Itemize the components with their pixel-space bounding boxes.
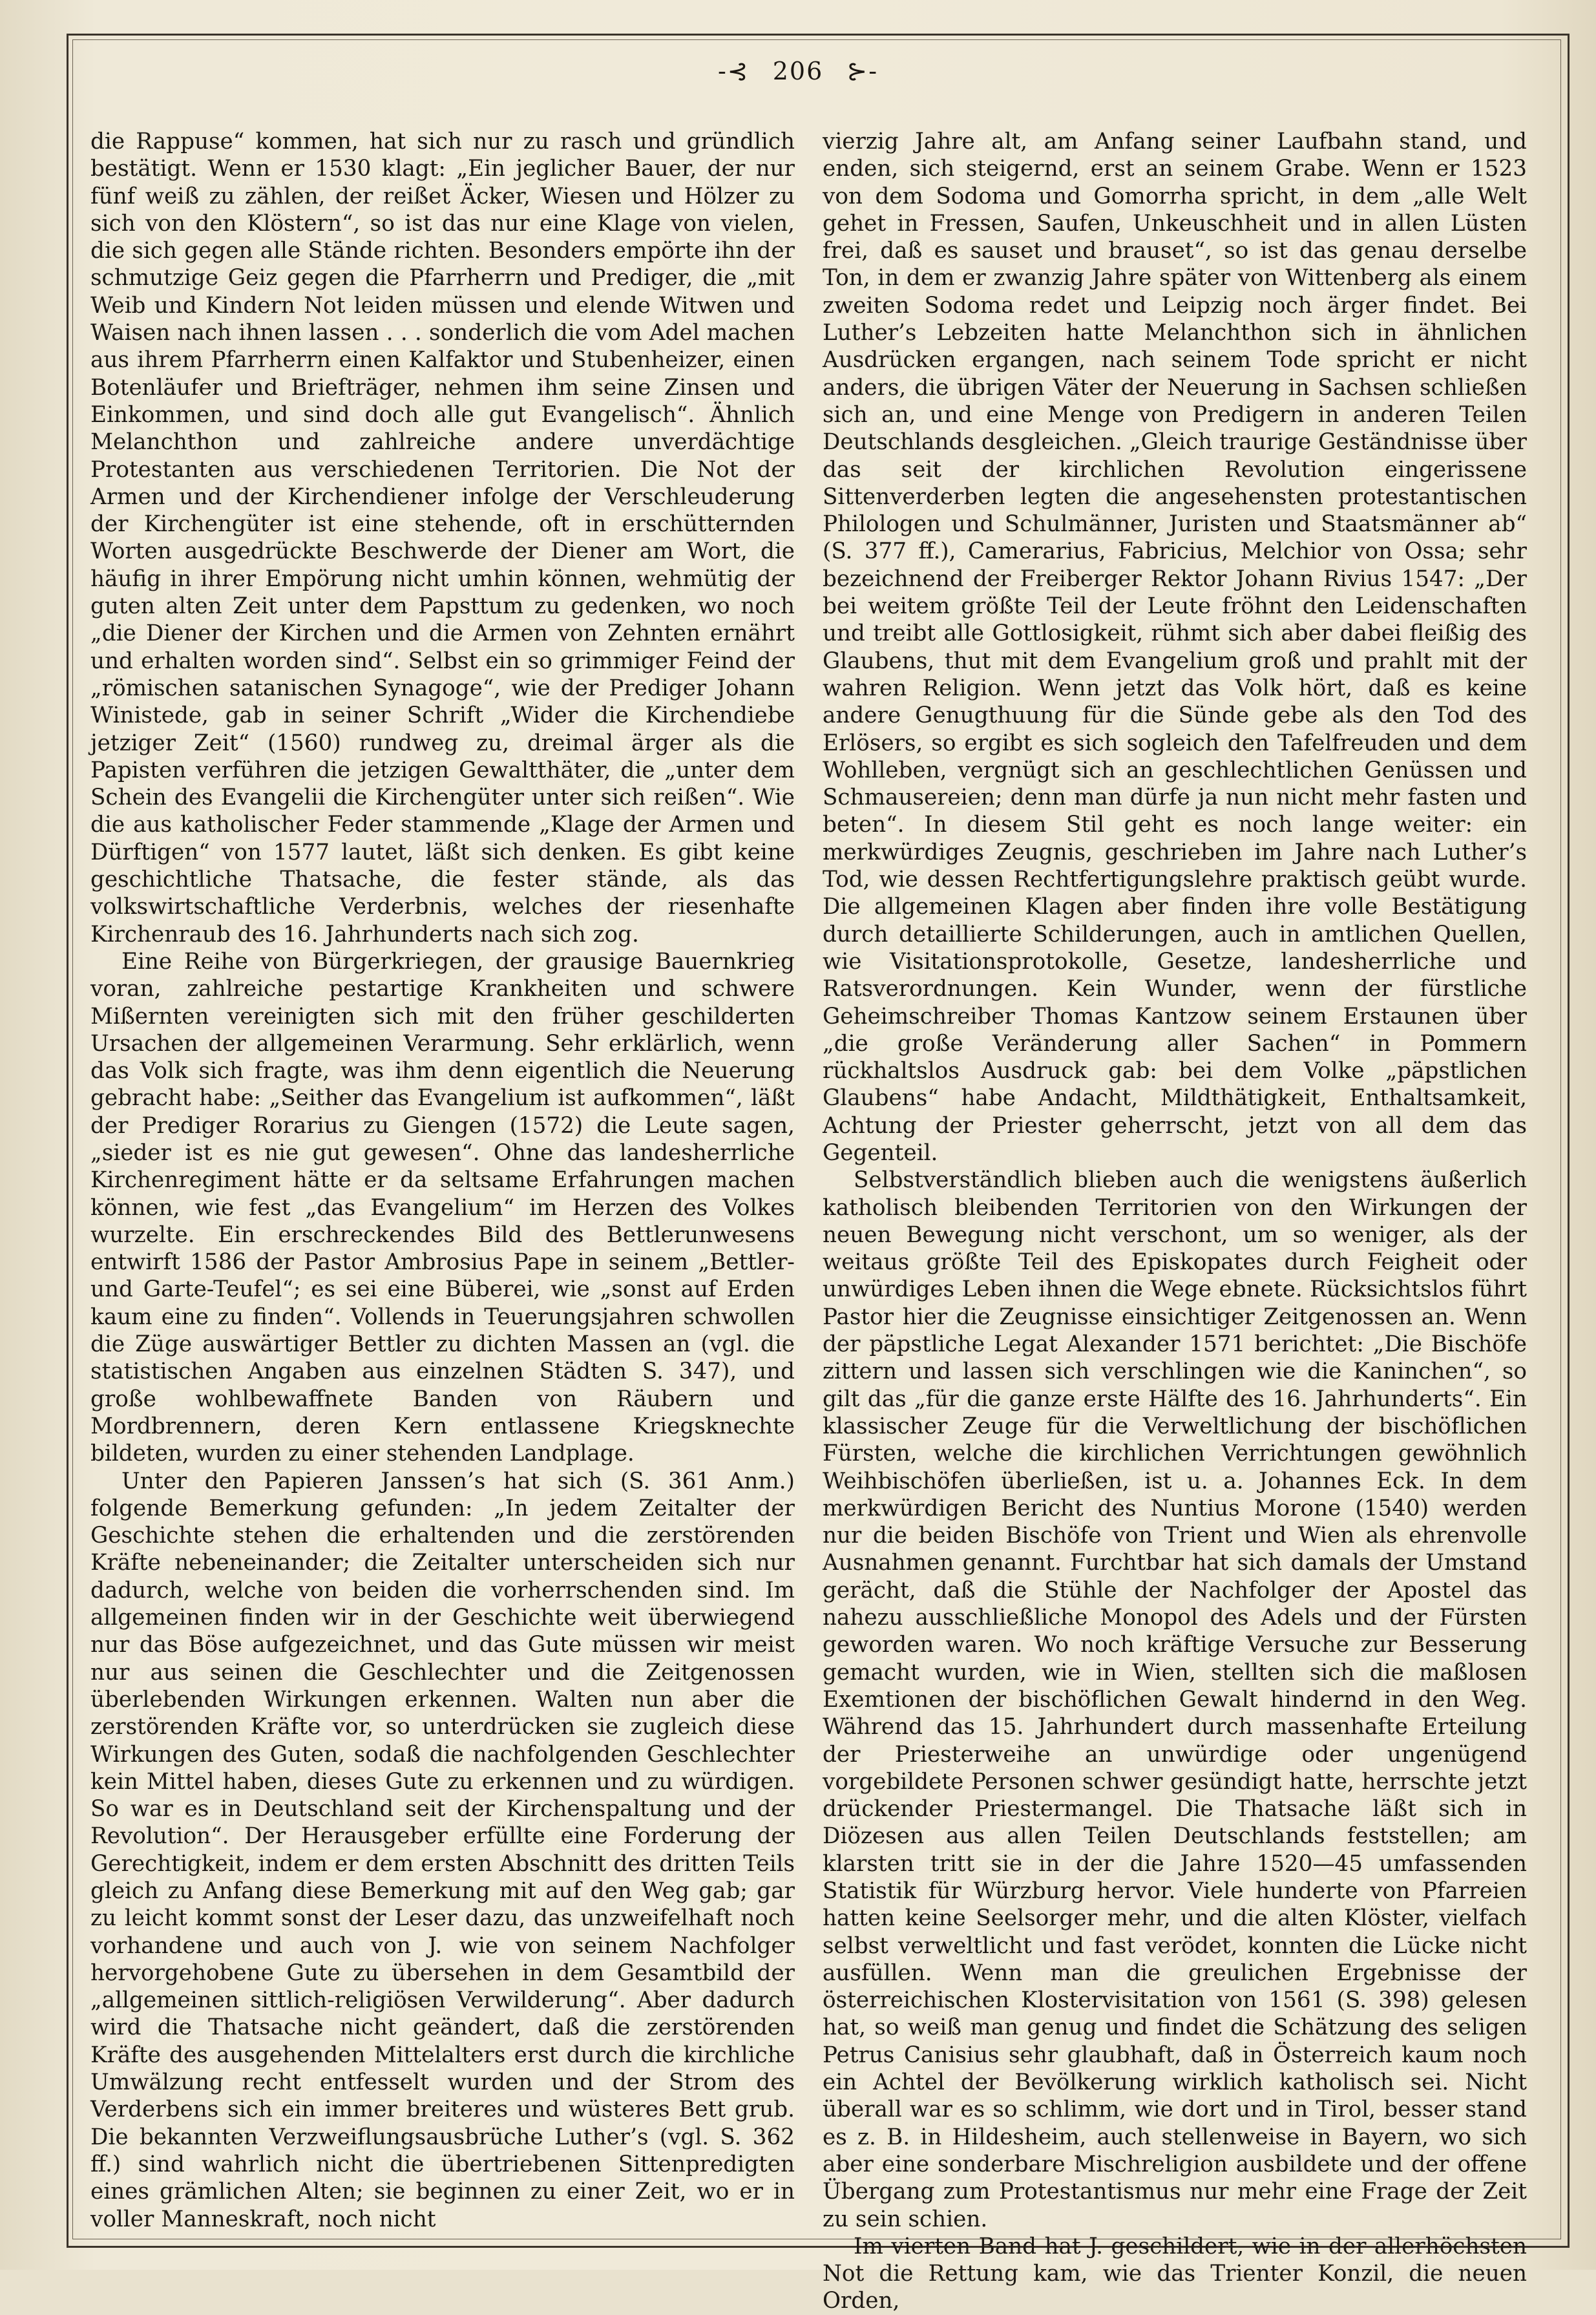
left-column	[90, 128, 795, 2233]
header-ornament-left: -⊰	[717, 57, 750, 85]
right-paragraph-3: Im vierten Band hat J. geschildert, wie in der allerhöchsten Not die Rettung kam, wie das Trienter Konzil, die neuen Orden,	[823, 2233, 1527, 2314]
right-column	[823, 128, 1527, 2315]
page-number: 206	[772, 57, 824, 85]
page-header	[0, 57, 1596, 96]
right-paragraph-1: vierzig Jahre alt, am Anfang seiner Laufbahn stand, und enden, sich steigernd, erst an seinem Grabe. Wenn er 1523 von dem Sodoma und Gomorrha spricht, in dem „alle Welt gehet in Fressen, Saufen, Unkeuschheit und in allen Lüsten frei, daß es sauset und brauset“, so ist das genau derselbe Ton, in dem er zwanzig Jahre später von Wittenberg als einem zweiten Sodoma redet und Leipzig noch ärger findet. Bei Luther’s Lebzeiten hatte Melanchthon sich in ähnlichen Ausdrücken ergangen, nach seinem Tode spricht er nicht anders, die übrigen Väter der Neuerung in Sachsen schließen sich an, und eine Menge von Predigern in anderen Teilen Deutschlands desgleichen. „Gleich traurige Geständnisse über das seit der kirchlichen Revolution eingerissene Sittenverderben legten die angesehensten protestantischen Philologen und Schulmänner, Juristen und Staatsmänner ab“ (S. 377 ff.), Camerarius, Fabricius, Melchior von Ossa; sehr bezeichnend der Freiberger Rektor Johann Rivius 1547: „Der bei weitem größte Teil der Leute fröhnt den Leidenschaften und treibt alle Gottlosigkeit, rühmt sich aber dabei fleißig des Glaubens, thut mit dem Evangelium groß und prahlt mit der wahren Religion. Wenn jetzt das Volk hört, daß es keine andere Genugthuung für die Sünde gebe als den Tod des Erlösers, so ergibt es sich sogleich den Tafelfreuden und dem Wohlleben, vergnügt sich an geschlechtlichen Genüssen und Schmausereien; denn man dürfe ja nun nicht mehr fasten und beten“. In diesem Stil geht es noch lange weiter: ein merkwürdiges Zeugnis, geschrieben im Jahre nach Luther’s Tod, wie dessen Rechtfertigungslehre praktisch geübt wurde. Die allgemeinen Klagen aber finden ihre volle Bestätigung durch detaillierte Schilderungen, auch in amtlichen Quellen, wie Visitationsprotokolle, Gesetze, landesherrliche und Ratsverordnungen. Kein Wunder, wenn der fürstliche Geheimschreiber Thomas Kantzow seinem Erstaunen über „die große Veränderung aller Sachen“ in Pommern rückhaltslos Ausdruck gab: bei dem Volke „päpstlichen Glaubens“ habe Andacht, Mildthätigkeit, Enthaltsamkeit, Achtung der Priester geherrscht, jetzt von all dem das Gegenteil.	[823, 129, 1527, 1166]
left-paragraph-1: die Rappuse“ kommen, hat sich nur zu rasch und gründlich bestätigt. Wenn er 1530 klagt: „Ein jeglicher Bauer, der nur fünf weiß zu zählen, der reißet Äcker, Wiesen und Hölzer zu sich von den Klöstern“, so ist das nur eine Klage von vielen, die sich gegen alle Stände richten. Besonders empörte ihn der schmutzige Geiz gegen die Pfarrherrn und Prediger, die „mit Weib und Kindern Not leiden müssen und elende Witwen und Waisen nach ihnen lassen . . . sonderlich die vom Adel machen aus ihrem Pfarrherrn einen Kalfaktor und Stubenheizer, einen Botenläufer und Briefträger, nehmen ihm seine Zinsen und Einkommen, und sind doch alle gut Evangelisch“. Ähnlich Melanchthon und zahlreiche andere unverdächtige Protestanten aus verschiedenen Territorien. Die Not der Armen und der Kirchendiener infolge der Verschleuderung der Kirchengüter ist eine stehende, oft in erschütternden Worten ausgedrückte Beschwerde der Diener am Wort, die häufig in ihrer Empörung nicht umhin können, wehmütig der guten alten Zeit unter dem Papsttum zu gedenken, wo noch „die Diener der Kirchen und die Armen von Zehnten ernährt und erhalten worden sind“. Selbst ein so grimmiger Feind der „römischen satanischen Synagoge“, wie der Prediger Johann Winistede, gab in seiner Schrift „Wider die Kirchendiebe jetziger Zeit“ (1560) rundweg zu, dreimal ärger als die Papisten verführen die jetzigen Gewaltthäter, die „unter dem Schein des Evangelii die Kirchengüter unter sich reißen“. Wie die aus katholischer Feder stammende „Klage der Armen und Dürftigen“ von 1577 lautet, läßt sich denken. Es gibt keine geschichtliche Thatsache, die fester stände, als das volkswirtschaftliche Verderbnis, welches der riesenhafte Kirchenraub des 16. Jahrhunderts nach sich zog.	[90, 129, 795, 947]
right-paragraph-2: Selbstverständlich blieben auch die wenigstens äußerlich katholisch bleibenden Territorien von den Wirkungen der neuen Bewegung nicht verschont, um so weniger, als der weitaus größte Teil des Episkopates durch Feigheit oder unwürdiges Leben ihnen die Wege ebnete. Rücksichtslos führt Pastor hier die Zeugnisse einsichtiger Zeitgenossen an. Wenn der päpstliche Legat Alexander 1571 berichtet: „Die Bischöfe zittern und lassen sich verschlingen wie die Kaninchen“, so gilt das „für die ganze erste Hälfte des 16. Jahrhunderts“. Ein klassischer Zeuge für die Verweltlichung der bischöflichen Fürsten, welche die kirchlichen Verrichtungen gewöhnlich Weihbischöfen überließen, ist u. a. Johannes Eck. In dem merkwürdigen Bericht des Nuntius Morone (1540) werden nur die beiden Bischöfe von Trient und Wien als ehrenvolle Ausnahmen genannt. Furchtbar hat sich damals der Umstand gerächt, daß die Stühle der Nachfolger der Apostel das nahezu ausschließliche Monopol des Adels und der Fürsten geworden waren. Wo noch kräftige Versuche zur Besserung gemacht wurden, wie in Wien, stellten sich die maßlosen Exemtionen der bischöflichen Gewalt hindernd in den Weg. Während das 15. Jahrhundert durch massenhafte Erteilung der Priesterweihe an unwürdige oder ungenügend vorgebildete Personen schwer gesündigt hatte, herrschte jetzt drückender Priestermangel. Die Thatsache läßt sich in Diözesen aus allen Teilen Deutschlands feststellen; am klarsten tritt sie in der die Jahre 1520—45 umfassenden Statistik für Würzburg hervor. Viele hunderte von Pfarreien hatten keine Seelsorger mehr, und die alten Klöster, vielfach selbst verweltlicht und fast verödet, konnten die Lücke nicht ausfüllen. Wenn man die greulichen Ergebnisse der österreichischen Klostervisitation von 1561 (S. 398) gelesen hat, so weiß man genug und findet die Schätzung des seligen Petrus Canisius sehr glaubhaft, daß in Österreich kaum noch ein Achtel der Bevölkerung wirklich katholisch sei. Nicht überall war es so schlimm, wie dort und in Tirol, besser stand es z. B. in Hildesheim, auch stellenweise in Bayern, wo sich aber eine sonderbare Mischreligion ausbildete und der offene Übergang zum Protestantismus nur mehr eine Frage der Zeit zu sein schien.	[823, 1167, 1527, 2232]
header-ornament-right: ⊱-	[846, 57, 879, 85]
left-paragraph-3: Unter den Papieren Janssen’s hat sich (S. 361 Anm.) folgende Bemerkung gefunden: „In jedem Zeitalter der Geschichte stehen die erhaltenden und die zerstörenden Kräfte nebeneinander; die Zeitalter unterscheiden sich nur dadurch, welche von beiden die vorherrschenden sind. Im allgemeinen finden wir in der Geschichte weit überwiegend nur das Böse aufgezeichnet, und das Gute müssen wir meist nur aus seinen die Geschlechter und die Zeitgenossen überlebenden Wirkungen erkennen. Walten nun aber die zerstörenden Kräfte vor, so unterdrücken sie zugleich diese Wirkungen des Guten, sodaß die nachfolgenden Geschlechter kein Mittel haben, dieses Gute zu erkennen und zu würdigen. So war es in Deutschland seit der Kirchenspaltung und der Revolution“. Der Herausgeber erfüllte eine Forderung der Gerechtigkeit, indem er dem ersten Abschnitt des dritten Teils gleich zu Anfang diese Bemerkung mit auf den Weg gab; gar zu leicht kommt sonst der Leser dazu, das unzweifelhaft noch vorhandene und auch von J. wie von seinem Nachfolger hervorgehobene Gute zu übersehen in dem Gesamtbild der „allgemeinen sittlich-religiösen Verwilderung“. Aber dadurch wird die Thatsache nicht geändert, daß die zerstörenden Kräfte des ausgehenden Mittelalters erst durch die kirchliche Umwälzung recht entfesselt wurden und der Strom des Verderbens sich ein immer breiteres und wüsteres Bett grub. Die bekannten Verzweiflungsausbrüche Luther’s (vgl. S. 362 ff.) sind wahrlich nicht die übertriebenen Sittenpredigten eines grämlichen Alten; sie beginnen zu einer Zeit, wo er in voller Manneskraft, noch nicht	[90, 1468, 795, 2232]
left-paragraph-2: Eine Reihe von Bürgerkriegen, der grausige Bauernkrieg voran, zahlreiche pestartige Krankheiten und schwere Mißernten vereinigten sich mit den früher geschilderten Ursachen der allgemeinen Verarmung. Sehr erklärlich, wenn das Volk sich fragte, was ihm denn eigentlich die Neuerung gebracht habe: „Seither das Evangelium ist aufkommen“, läßt der Prediger Rorarius zu Giengen (1572) die Leute sagen, „sieder ist es nie gut gewesen“. Ohne das landesherrliche Kirchenregiment hätte er da seltsame Erfahrungen machen können, wie fest „das Evangelium“ im Herzen des Volkes wurzelte. Ein erschreckendes Bild des Bettlerunwesens entwirft 1586 der Pastor Ambrosius Pape in seinem „Bettler- und Garte-Teufel“; es sei eine Büberei, wie „sonst auf Erden kaum eine zu finden“. Vollends in Teuerungsjahren schwollen die Züge auswärtiger Bettler zu dichten Massen an (vgl. die statistischen Angaben aus einzelnen Städten S. 347), und große wohlbewaffnete Banden von Räubern und Mordbrennern, deren Kern entlassene Kriegsknechte bildeten, wurden zu einer stehenden Landplage.	[90, 948, 795, 1467]
